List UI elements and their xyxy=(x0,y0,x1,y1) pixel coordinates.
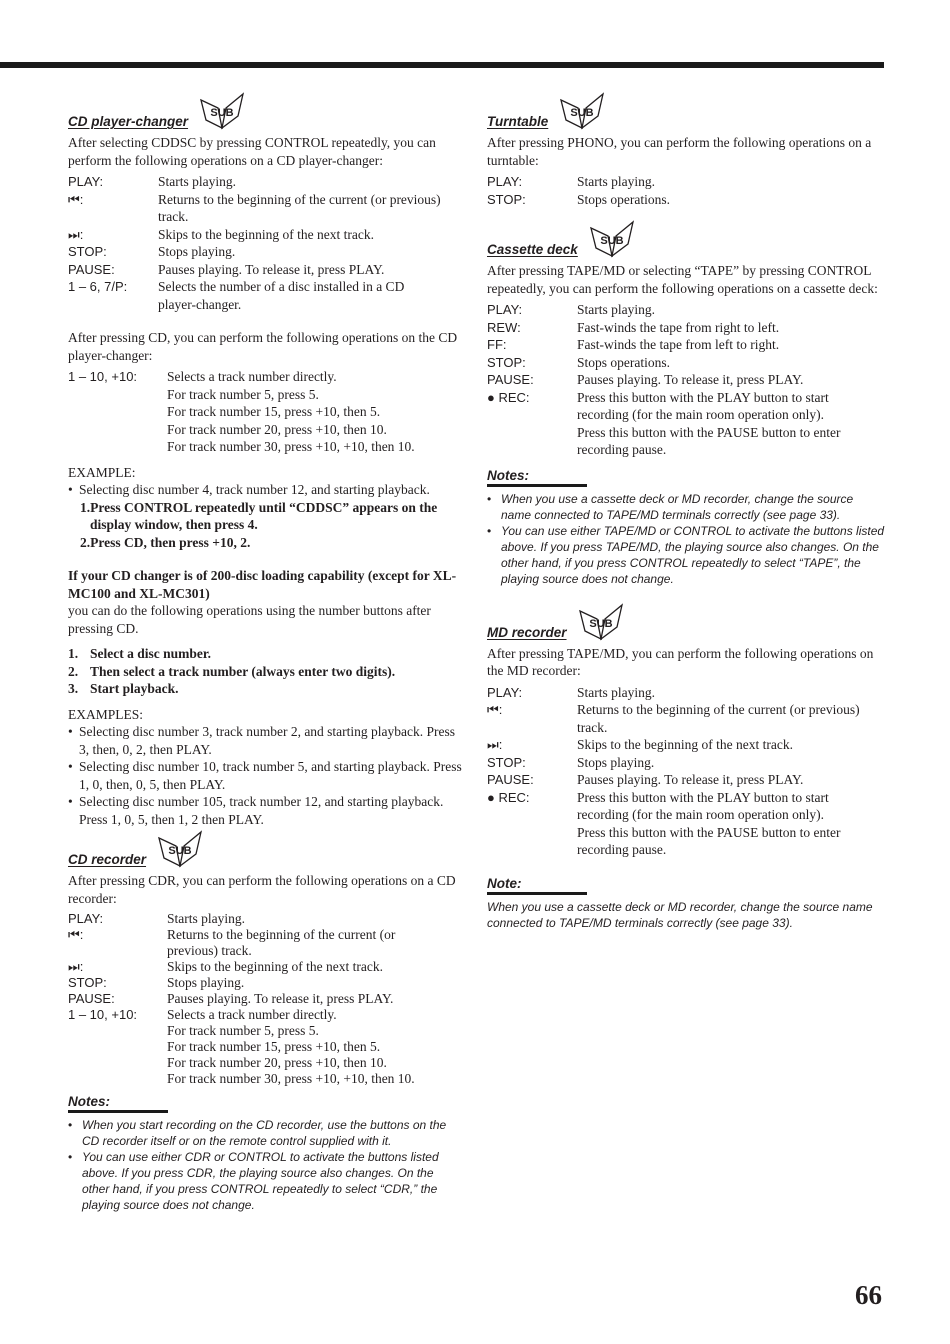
operation-row xyxy=(68,243,464,261)
operation-row xyxy=(487,354,885,372)
examples-item: • Selecting disc number 3, track number 2, and starting playback. Press 3, then, 0, 2, then PLAY. xyxy=(68,723,464,758)
operation-row xyxy=(68,261,464,279)
operation-desc-line: Starts playing. xyxy=(577,302,655,317)
operation-row xyxy=(487,789,885,859)
operation-row xyxy=(487,701,885,736)
operation-desc-line: For track number 5, press 5. xyxy=(167,386,319,402)
examples-item: • Selecting disc number 10, track number 5, and starting playback. Press 1, 0, then, 0, 5, then PLAY. xyxy=(68,758,464,793)
cassette-ops xyxy=(487,301,885,459)
operation-desc-line: Stops operations. xyxy=(577,354,670,370)
operation-row xyxy=(68,173,464,191)
operation-key: STOP: xyxy=(487,191,526,207)
operation-desc-line: recording pause. xyxy=(577,842,667,857)
operation-row xyxy=(68,975,464,991)
sub-icon-label: SUB xyxy=(570,107,594,119)
operation-desc-line: Pauses playing. To release it, press PLAY. xyxy=(577,772,804,787)
page-number: 66 xyxy=(855,1280,882,1310)
operation-desc-line: Stops playing. xyxy=(158,244,236,259)
operation-desc-line: For track number 20, press +10, then 10. xyxy=(167,421,387,437)
cd-changer-ops2 xyxy=(68,368,464,456)
operation-desc-line: Press this button with the PAUSE button to enter xyxy=(577,424,841,440)
cassette-notes xyxy=(487,467,885,587)
operation-desc xyxy=(577,789,885,859)
operation-desc xyxy=(577,371,885,389)
operation-key: FF: xyxy=(487,337,507,352)
note-item: When you use a cassette deck or MD recorder, change the source name connected to TAPE/MD terminals correctly (see page 33). xyxy=(487,899,873,930)
operation-desc-line: Pauses playing. To release it, press PLAY. xyxy=(577,372,804,387)
example-bullet: • Selecting disc number 4, track number 12, and starting playback. xyxy=(68,481,464,499)
operation-key: PAUSE: xyxy=(68,991,115,1006)
operation-key: PAUSE: xyxy=(487,772,534,787)
notes-title: Note: xyxy=(487,876,587,895)
operation-row xyxy=(68,191,464,226)
operation-row xyxy=(68,959,464,975)
examples-item: • Selecting disc number 105, track number 12, and starting playback. Press 1, 0, 5, then 1, 2 then PLAY. xyxy=(68,793,464,828)
operation-key: 1 – 6, 7/P: xyxy=(68,279,128,294)
turntable-heading xyxy=(487,88,885,130)
note-item: • You can use either CDR or CONTROL to activate the buttons listed above. If you press CDR, the playing source also changes. On the other hand, if you press CONTROL repeatedly to select “CDR,” the playing source does not change. xyxy=(68,1149,464,1213)
step-number: 3. xyxy=(68,681,79,696)
operation-row xyxy=(487,371,885,389)
md-intro: After pressing TAPE/MD, you can perform the following operations on the MD recorder: xyxy=(487,645,874,678)
operation-row xyxy=(68,1007,464,1087)
example-step-2: 2.Press CD, then press +10, 2. xyxy=(80,534,251,550)
note-item: • You can use either TAPE/MD or CONTROL to activate the buttons listed above. If you press TAPE/MD, the playing source also changes. On the other hand, if you press CONTROL repeatedly to select “TAPE”, the playing source does not change. xyxy=(487,523,885,587)
operation-key: ⏭: xyxy=(487,737,503,752)
operation-desc xyxy=(577,301,885,319)
capacity-text: you can do the following operations using the number buttons after pressing CD. xyxy=(68,603,431,636)
example-label: EXAMPLE: xyxy=(68,464,136,480)
operation-desc-line: Skips to the beginning of the next track. xyxy=(167,959,383,974)
left-column xyxy=(68,88,464,1213)
operation-row xyxy=(487,771,885,789)
sub-book-icon xyxy=(558,90,606,130)
operation-desc xyxy=(158,243,464,261)
operation-desc xyxy=(158,191,464,226)
operation-row xyxy=(68,226,464,244)
operation-desc-line: For track number 15, press +10, then 5. xyxy=(167,404,381,419)
operation-key: 1 – 10, +10: xyxy=(68,1007,138,1022)
operation-desc xyxy=(577,191,885,209)
operation-row xyxy=(487,754,885,772)
operation-desc-line: recording pause. xyxy=(577,442,667,457)
sub-book-icon xyxy=(156,828,204,868)
operation-desc-line: Returns to the beginning of the current (or xyxy=(167,927,396,942)
operation-key: ⏭: xyxy=(68,226,84,242)
note-item: • When you use a cassette deck or MD recorder, change the source name connected to TAPE/MD terminals correctly (see page 33). xyxy=(487,491,885,523)
operation-desc-line: For track number 15, press +10, then 5. xyxy=(167,1039,381,1054)
operation-desc xyxy=(577,701,885,736)
operation-desc-line: track. xyxy=(577,719,608,735)
examples-label: EXAMPLES: xyxy=(68,706,144,722)
operation-desc xyxy=(167,927,464,959)
operation-desc xyxy=(577,173,885,191)
example-steps xyxy=(68,499,464,552)
operation-desc-line: Selects a track number directly. xyxy=(167,1007,337,1022)
step-text: Start playback. xyxy=(90,681,179,696)
cd-changer-heading xyxy=(68,88,464,130)
operation-desc-line: recording (for the main room operation only). xyxy=(577,807,825,822)
step-text: Then select a track number (always enter two digits). xyxy=(90,663,396,679)
operation-key: STOP: xyxy=(487,354,526,370)
operation-desc-line: track. xyxy=(158,209,189,224)
operation-row xyxy=(487,684,885,702)
header-rule xyxy=(0,62,884,68)
numbered-steps xyxy=(68,645,464,698)
operation-key: ● REC: xyxy=(487,789,530,805)
operation-row xyxy=(487,301,885,319)
operation-desc-line: Pauses playing. To release it, press PLAY. xyxy=(167,991,394,1006)
operation-desc-line: Fast-winds the tape from right to left. xyxy=(577,319,780,335)
sub-icon-label: SUB xyxy=(600,235,624,247)
operation-desc-line: For track number 30, press +10, +10, then 10. xyxy=(167,1071,415,1086)
operation-row xyxy=(68,278,464,313)
md-heading xyxy=(487,599,885,641)
operation-desc xyxy=(167,368,464,456)
operation-desc-line: Selects a track number directly. xyxy=(167,369,337,384)
sub-icon-label: SUB xyxy=(588,617,613,630)
operation-desc xyxy=(158,173,464,191)
operation-row xyxy=(487,389,885,459)
operation-row xyxy=(487,173,885,191)
cd-changer-intro: After selecting CDDSC by pressing CONTROL repeatedly, you can perform the following operations on a CD player-changer: xyxy=(68,135,436,168)
sub-book-icon xyxy=(198,90,246,130)
operation-row xyxy=(68,991,464,1007)
step-number: 1. xyxy=(68,646,79,661)
operation-desc xyxy=(158,278,464,313)
operation-desc-line: Returns to the beginning of the current (or previous) xyxy=(158,191,441,207)
operation-desc xyxy=(167,959,464,975)
section-title: CD recorder xyxy=(68,852,147,867)
section-title: MD recorder xyxy=(487,624,567,640)
operation-desc-line: For track number 30, press +10, +10, then 10. xyxy=(167,439,415,454)
operation-key: ● REC: xyxy=(487,389,530,405)
operation-desc xyxy=(167,1007,464,1087)
step-number: 2. xyxy=(68,663,79,679)
operation-key: PLAY: xyxy=(68,911,104,926)
cd-recorder-intro: After pressing CDR, you can perform the following operations on a CD recorder: xyxy=(68,873,456,906)
cd-recorder-ops xyxy=(68,911,464,1087)
section-title: CD player-changer xyxy=(68,114,189,129)
sub-icon-label: SUB xyxy=(210,107,234,119)
turntable-ops xyxy=(487,173,885,208)
operation-row xyxy=(487,336,885,354)
step-text: Select a disc number. xyxy=(90,646,211,661)
notes-title: Notes: xyxy=(68,1094,168,1113)
operation-key: REW: xyxy=(487,319,521,335)
operation-row xyxy=(487,191,885,209)
sub-book-icon xyxy=(588,218,636,258)
operation-desc-line: Returns to the beginning of the current (or previous) xyxy=(577,702,860,717)
cd-changer-intro2: After pressing CD, you can perform the following operations on the CD player-changer: xyxy=(68,330,458,363)
operation-desc-line: Skips to the beginning of the next track. xyxy=(577,737,793,752)
operation-desc-line: Starts playing. xyxy=(158,174,236,189)
operation-row xyxy=(68,368,464,456)
turntable-intro: After pressing PHONO, you can perform the following operations on a turntable: xyxy=(487,135,872,168)
operation-row xyxy=(68,927,464,959)
section-title: Turntable xyxy=(487,114,549,129)
operation-desc xyxy=(167,991,464,1007)
sub-book-icon xyxy=(577,601,625,641)
operation-desc xyxy=(577,389,885,459)
operation-key: PAUSE: xyxy=(487,372,534,387)
operation-desc xyxy=(158,261,464,279)
operation-desc-line: For track number 20, press +10, then 10. xyxy=(167,1055,387,1070)
operation-desc-line: Skips to the beginning of the next track. xyxy=(158,226,374,242)
operation-desc-line: player-changer. xyxy=(158,296,242,312)
operation-key: 1 – 10, +10: xyxy=(68,369,138,384)
operation-desc-line: Starts playing. xyxy=(167,911,245,926)
operation-desc xyxy=(577,754,885,772)
operation-key: PLAY: xyxy=(68,174,104,189)
notes-title: Notes: xyxy=(487,468,587,487)
operation-key: ⏭: xyxy=(68,959,84,974)
cassette-heading xyxy=(487,216,885,258)
operation-row xyxy=(487,319,885,337)
cd-recorder-notes xyxy=(68,1093,464,1213)
operation-desc xyxy=(167,911,464,927)
operation-desc xyxy=(577,319,885,337)
operation-key: STOP: xyxy=(487,754,526,770)
cd-changer-ops xyxy=(68,173,464,313)
operation-desc-line: Starts playing. xyxy=(577,684,655,700)
operation-desc-line: Pauses playing. To release it, press PLAY. xyxy=(158,261,385,277)
operation-key: STOP: xyxy=(68,975,107,990)
operation-key: ⏮: xyxy=(68,191,84,207)
operation-desc xyxy=(577,354,885,372)
md-note xyxy=(487,875,885,931)
operation-key: PLAY: xyxy=(487,174,523,189)
operation-row xyxy=(487,736,885,754)
cd-recorder-heading xyxy=(68,828,464,868)
operation-desc-line: recording (for the main room operation only). xyxy=(577,407,825,422)
section-title: Cassette deck xyxy=(487,242,578,257)
numbered-step xyxy=(68,680,464,698)
operation-desc-line: Fast-winds the tape from left to right. xyxy=(577,337,780,352)
md-ops xyxy=(487,684,885,859)
operation-desc-line: Stops playing. xyxy=(577,754,655,770)
numbered-step xyxy=(68,663,464,681)
operation-desc xyxy=(577,684,885,702)
operation-key: PAUSE: xyxy=(68,261,115,277)
operation-desc-line: Starts playing. xyxy=(577,174,655,189)
numbered-step xyxy=(68,645,464,663)
sub-icon-label: SUB xyxy=(168,845,192,857)
operation-desc-line: For track number 5, press 5. xyxy=(167,1023,319,1038)
operation-desc-line: Press this button with the PLAY button to start xyxy=(577,389,829,405)
right-column xyxy=(487,88,885,931)
operation-desc-line: Press this button with the PAUSE button to enter xyxy=(577,824,841,840)
operation-desc-line: Selects the number of a disc installed in a CD xyxy=(158,279,405,294)
operation-desc xyxy=(577,771,885,789)
operation-desc xyxy=(577,336,885,354)
operation-key: ⏮: xyxy=(487,702,503,717)
example-step-1: 1.Press CONTROL repeatedly until “CDDSC” appears on the display window, then press 4. xyxy=(80,499,438,532)
cassette-intro: After pressing TAPE/MD or selecting “TAPE” by pressing CONTROL repeatedly, you can perform the following operations on a cassette deck: xyxy=(487,263,878,296)
operation-desc-line: Stops operations. xyxy=(577,191,670,207)
operation-desc xyxy=(158,226,464,244)
operation-row xyxy=(68,911,464,927)
operation-desc xyxy=(577,736,885,754)
operation-key: PLAY: xyxy=(487,302,523,317)
operation-key: STOP: xyxy=(68,244,107,259)
operation-key: ⏮: xyxy=(68,927,84,942)
operation-desc-line: Press this button with the PLAY button to start xyxy=(577,789,829,805)
operation-desc-line: previous) track. xyxy=(167,943,252,958)
note-item: • When you start recording on the CD recorder, use the buttons on the CD recorder itself or on the remote control supplied with it. xyxy=(68,1117,464,1149)
capacity-heading: If your CD changer is of 200-disc loading capability (except for XL-MC100 and XL-MC301) xyxy=(68,568,457,601)
operation-desc xyxy=(167,975,464,991)
operation-key: PLAY: xyxy=(487,684,523,700)
operation-desc-line: Stops playing. xyxy=(167,975,245,990)
